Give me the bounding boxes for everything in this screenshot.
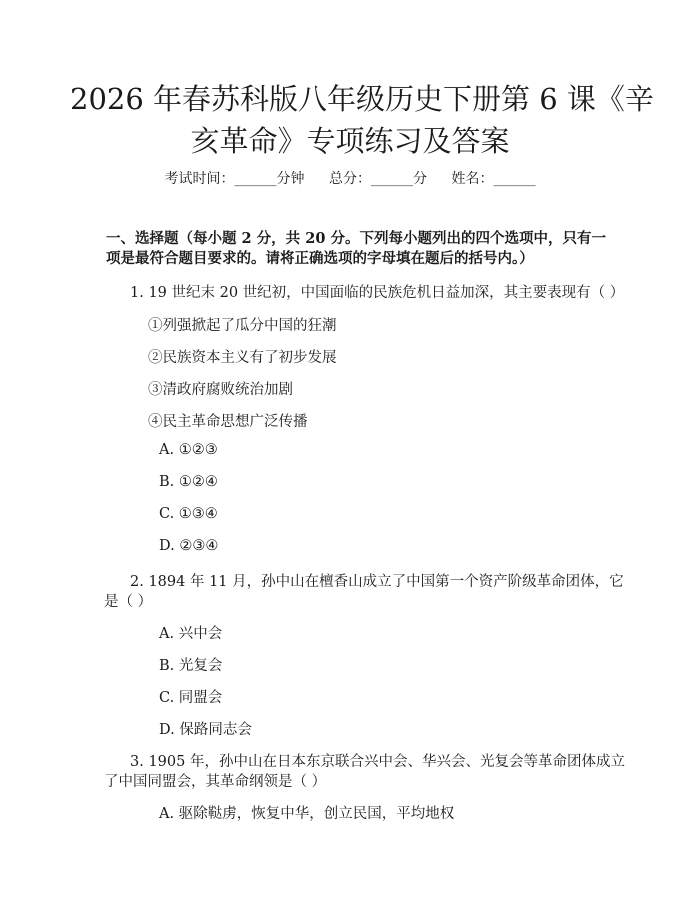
exam-meta [0,168,700,188]
question-1-statement: ④民主革命思想广泛传播 [148,414,308,430]
question-3-stem-continued: 了中国同盟会，其革命纲领是（ ） [104,774,327,790]
question-2-option-a: A. 兴中会 [159,626,223,642]
exam-time-field: 考试时间：______分钟 [164,171,305,187]
question-2-stem-continued: 是（ ） [104,594,153,610]
document-title [70,78,654,162]
question-2-option-d: D. 保路同志会 [159,722,252,738]
question-1-statement: ③清政府腐败统治加剧 [148,382,293,398]
question-3-option-a: A. 驱除鞑虏，恢复中华，创立民国，平均地权 [159,806,455,822]
question-2-option-c: C. 同盟会 [159,690,223,706]
question-1-statement: ①列强掀起了瓜分中国的狂潮 [148,318,337,334]
student-name-field: 姓名：______ [451,171,536,187]
section-heading: 一、选择题（每小题 2 分，共 20 分。下列每小题列出的四个选项中，只有一项是最符合题目要求的。请将正确选项的字母填在题后的括号内。） [106,230,606,267]
question-2-stem: 2. 1894 年 11 月，孙中山在檀香山成立了中国第一个资产阶级革命团体，它 [130,574,624,590]
question-2-option-b: B. 光复会 [159,658,223,674]
title-line-2: 亥革命》专项练习及答案 [190,124,510,158]
question-1-option-d: D. ②③④ [159,538,219,554]
question-1-option-a: A. ①②③ [159,442,218,458]
question-1-stem: 1. 19 世纪末 20 世纪初，中国面临的民族危机日益加深，其主要表现有（ ） [130,285,625,301]
title-line-1: 2026 年春苏科版八年级历史下册第 6 课《辛 [70,82,654,116]
question-3-stem: 3. 1905 年，孙中山在日本东京联合兴中会、华兴会、光复会等革命团体成立 [130,754,625,770]
question-1-option-c: C. ①③④ [159,506,218,522]
question-1-statement: ②民族资本主义有了初步发展 [148,350,337,366]
question-1-option-b: B. ①②④ [159,474,218,490]
total-score-field: 总分：______分 [329,171,427,187]
